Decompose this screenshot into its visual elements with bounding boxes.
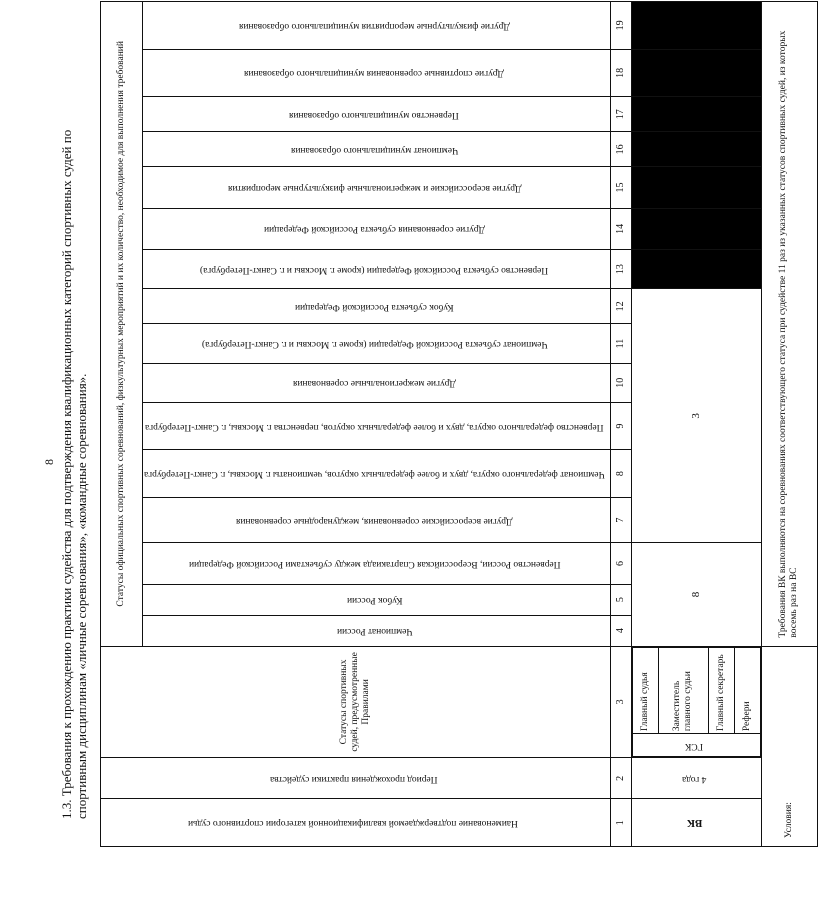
count-3-cell: 3 — [631, 289, 761, 543]
col-num: 19 — [610, 2, 631, 50]
blacked-cell — [631, 167, 761, 208]
status-5: Кубок России — [143, 584, 611, 615]
col-num: 2 — [610, 758, 631, 799]
status-8: Чемпионат федерального округа, двух и более федеральных округов, чемпионаты г. Москвы, г. Санкт-Петербурга — [143, 450, 611, 498]
conditions-row — [761, 2, 817, 847]
requirements-table — [100, 1, 818, 847]
status-13: Первенство субъекта Российской Федерации (кроме г. Москвы и г. Санкт-Петербурга) — [143, 250, 611, 289]
col-num: 1 — [610, 799, 631, 847]
status-7: Другие всероссийские соревнования, международные соревнования — [143, 497, 611, 542]
role-item: Рефери — [734, 647, 760, 734]
vk-row — [631, 2, 761, 847]
roles-cell — [631, 646, 761, 758]
col-num: 18 — [610, 49, 631, 97]
header-statuses-group: Статусы официальных спортивных соревнований, физкультурных мероприятий и их количество, необходимое для выполнения требований — [101, 2, 143, 647]
status-17: Первенство муниципального образования — [143, 97, 611, 132]
page-number: 8 — [42, 459, 56, 465]
blacked-cell — [631, 132, 761, 167]
col-num: 3 — [610, 646, 631, 758]
status-9: Первенство федерального округа, двух и более федеральных округов, первенства г. Москвы, г. Санкт-Петербурга — [143, 402, 611, 450]
status-11: Чемпионат субъекта Российской Федерации (кроме г. Москвы и г. Санкт-Петербурга) — [143, 324, 611, 363]
conditions-text: Требования ВК выполняются на соревнованиях соответствующего статуса при судействе 11 раз из указанных статусов спортивных судей, из которых восемь раз на ВС — [761, 2, 817, 647]
col-num: 5 — [610, 584, 631, 615]
col-num: 14 — [610, 208, 631, 249]
period-cell: 4 года — [631, 758, 761, 799]
col-num: 12 — [610, 289, 631, 324]
category-cell: ВК — [631, 799, 761, 847]
status-15: Другие всероссийские и межрегиональные физкультурные мероприятия — [143, 167, 611, 208]
role-item: Главный секретарь — [708, 647, 734, 734]
status-18: Другие спортивные соревнования муниципального образования — [143, 49, 611, 97]
header-category: Наименование подтверждаемой квалификационной категории спортивного судьи — [101, 799, 611, 847]
status-16: Чемпионат муниципального образования — [143, 132, 611, 167]
column-number-row — [610, 2, 631, 847]
col-num: 10 — [610, 363, 631, 402]
status-14: Другие соревнования субъекта Российской Федерации — [143, 208, 611, 249]
status-10: Другие межрегиональные соревнования — [143, 363, 611, 402]
header-roles: Статусы спортивных судей, предусмотренные Правилами — [101, 646, 611, 758]
blacked-cell — [631, 2, 761, 50]
status-19: Другие физкультурные мероприятия муниципального образования — [143, 2, 611, 50]
status-6: Первенство России, Всероссийская Спартакиада между субъектами Российской Федерации — [143, 543, 611, 584]
header-period: Период прохождения практики судейства — [101, 758, 611, 799]
col-num: 17 — [610, 97, 631, 132]
col-num: 7 — [610, 497, 631, 542]
role-item: Главный судья — [632, 647, 658, 734]
col-num: 6 — [610, 543, 631, 584]
status-12: Кубок субъекта Российской Федерации — [143, 289, 611, 324]
blacked-cell — [631, 49, 761, 97]
blacked-cell — [631, 97, 761, 132]
role-item: Заместитель главного судьи — [658, 647, 708, 734]
blacked-cell — [631, 208, 761, 249]
col-num: 11 — [610, 324, 631, 363]
col-num: 16 — [610, 132, 631, 167]
count-8-cell: 8 — [631, 543, 761, 646]
col-num: 8 — [610, 450, 631, 498]
conditions-label: Условия: — [761, 646, 817, 846]
col-num: 13 — [610, 250, 631, 289]
col-num: 15 — [610, 167, 631, 208]
col-num: 4 — [610, 615, 631, 646]
gsk-label: ГСК — [632, 734, 760, 757]
section-title: 1.3. Требования к прохождению практики судейства для подтверждения квалификационных категорий спортивных судей по спортивным дисциплинам «личные соревнования», «командные соревнования». — [59, 129, 89, 819]
blacked-cell — [631, 250, 761, 289]
status-4: Чемпионат России — [143, 615, 611, 646]
col-num: 9 — [610, 402, 631, 450]
